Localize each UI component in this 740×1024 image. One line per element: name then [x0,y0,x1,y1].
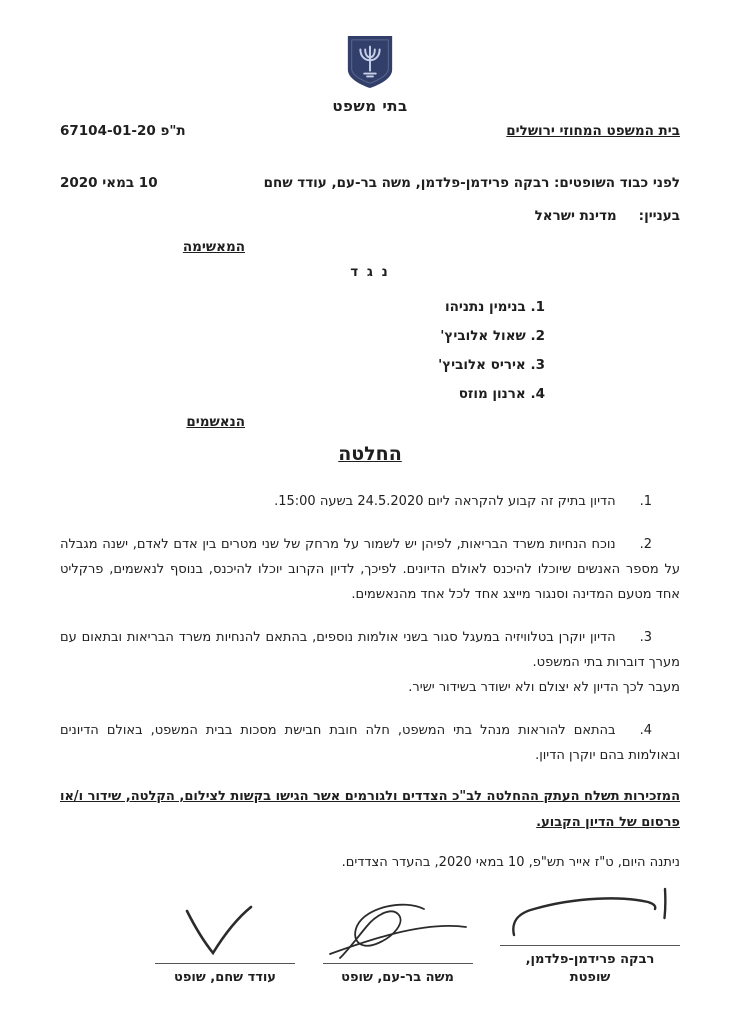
decision-paragraph-3 [60,625,680,700]
court-header-row [60,123,680,139]
decision-title: החלטה [338,443,402,465]
paragraph-number: 2. [639,537,652,552]
decision-paragraph-4 [60,718,680,768]
paragraph-number: 4. [639,723,652,738]
judge-name-label: רבקה פרידמן-פלדמן, שופטת [500,945,680,987]
signature-bar-am-icon [323,899,473,961]
paragraph-number: 3. [639,630,652,645]
paragraph-text: בהתאם להוראות מנהל בתי המשפט, חלה חובת חבישת מסכות בבית המשפט, באולם הדיונים ובאולמות בהם יוקרן הדיון. [60,723,680,763]
judge-name-label: משה בר-עם, שופט [323,963,473,987]
paragraph-text: הדיון יוקרן בטלוויזיה במעגל סגור בשני אולמות נוספים, בהתאם להנחיות משרד הבריאות ובתאום עם מערך דוברות בתי המשפט. [60,630,680,670]
signature-block-shaham [155,881,295,987]
clerk-instruction: המזכירות תשלח העתק ההחלטה לב"כ הצדדים ולגורמים אשר הגישו בקשות לצילום, הקלטה, שידור ו/או פרסום של הדיון הקבוע. [59,789,680,830]
courts-title: בתי משפט [332,97,408,115]
document-header-emblem [60,34,680,115]
defendants-list [60,293,545,409]
signature-shaham-icon [155,899,295,961]
signature-friedman-feldman-icon [500,881,680,943]
signature-block-bar-am [323,881,473,987]
defendants-role-label: הנאשמים [186,414,245,430]
paragraph-number: 1. [639,494,652,509]
in-re-label: בעניין: [638,208,680,224]
defendant-item: 1. בנימין נתניהו [445,299,545,315]
plaintiff-name: מדינת ישראל [534,208,617,224]
paragraph-text-continued: מעבר לכך הדיון לא יצולם ולא ישודר בשידור ישיר. [408,680,680,695]
israel-state-emblem-icon [344,75,396,94]
judge-name-label: עודד שחם, שופט [155,963,295,987]
defendant-item: 4. ארנון מוזס [458,386,545,402]
in-re-line [60,208,680,224]
case-number: ת"פ 67104-01-20 [60,123,186,139]
signatures-row [60,881,680,987]
judges-line: לפני כבוד השופטים: רבקה פרידמן-פלדמן, משה בר-עם, עודד שחם [263,175,680,191]
court-name: בית המשפט המחוזי ירושלים [506,123,680,139]
paragraph-text: נוכח הנחיות משרד הבריאות, לפיהן יש לשמור על מרחק של שני מטרים בין אדם לאדם, ישנה מגבלה על מספר האנשים שיוכלו להיכנס לאולם הדיונים. לפיכך, לדיון הקרוב יוכלו להיכנס, בנוסף לנאשמים, פרקליט אחד מטעם המדינה וסנגור מייצג אחד לכל אחד מהנאשמים. [60,537,680,602]
defendant-item: 2. שאול אלוביץ' [440,328,545,344]
plaintiff-role-label: המאשימה [182,239,245,255]
decision-paragraph-1 [60,489,680,514]
judges-header-row [60,175,680,191]
paragraph-text: הדיון בתיק זה קבוע להקראה ליום 24.5.2020 בשעה 15:00. [274,494,616,509]
decision-date: 10 במאי 2020 [60,175,158,191]
defendant-item: 3. איריס אלוביץ' [438,357,545,373]
versus-label: נ ג ד [350,264,390,280]
decision-paragraph-2 [60,532,680,607]
signature-block-friedman-feldman [500,881,680,987]
issued-line: ניתנה היום, ט"ז אייר תש"פ, 10 במאי 2020, בהעדר הצדדים. [341,855,680,870]
